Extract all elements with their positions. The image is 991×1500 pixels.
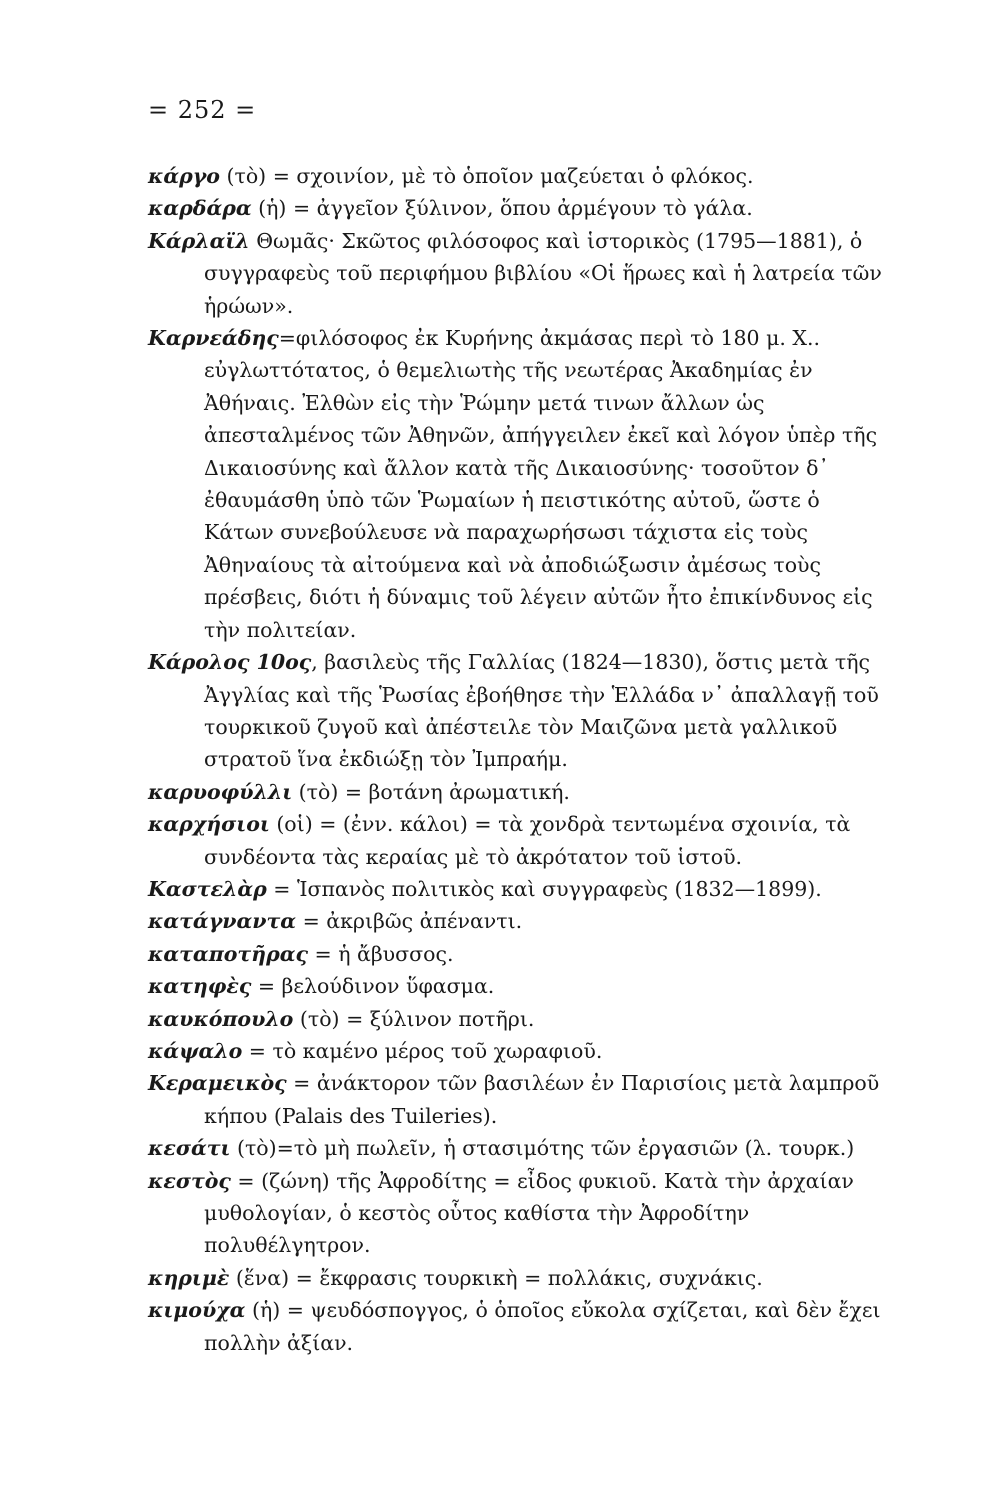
definition: (ἡ) = ψευδόσπογγος, ὁ ὁποῖος εὔκολα σχίζεται, καὶ δὲν ἔχει πολλὴν ἀξίαν.: [204, 1298, 881, 1355]
headword: κεστὸς: [148, 1168, 231, 1193]
glossary-entry: [148, 873, 883, 905]
glossary-entry: [148, 938, 883, 970]
definition: = τὸ καμένο μέρος τοῦ χωραφιοῦ.: [242, 1038, 603, 1063]
page-number: = 252 =: [148, 96, 257, 124]
headword: κατάγναντα: [148, 909, 297, 934]
headword: καυκόπουλο: [148, 1006, 294, 1031]
headword: καρχήσιοι: [148, 812, 270, 837]
definition: Θωμᾶς· Σκῶτος φιλόσοφος καὶ ἱστορικὸς (1795—1881), ὁ συγγραφεὺς τοῦ περιφήμου βιβλίου «Οἱ ἥρωες καὶ ἡ λατρεία τῶν ἡρώων».: [204, 228, 882, 318]
glossary-entry: [148, 1262, 883, 1294]
headword: Κεραμεικὸς: [148, 1071, 287, 1096]
headword: κατηφὲς: [148, 974, 252, 999]
glossary-entry: [148, 160, 883, 192]
definition: (τὸ)=τὸ μὴ πωλεῖν, ἡ στασιμότης τῶν ἐργασιῶν (λ. τουρκ.): [230, 1136, 855, 1161]
headword: Κάρλαϊλ: [148, 228, 250, 253]
headword: καρυοφύλλι: [148, 779, 293, 804]
headword: κηριμὲ: [148, 1265, 230, 1290]
headword: κεσάτι: [148, 1136, 231, 1161]
glossary-entry: [148, 808, 883, 873]
glossary-entry: [148, 1003, 883, 1035]
definition: , βασιλεὺς τῆς Γαλλίας (1824—1830), ὅστις μετὰ τῆς Ἀγγλίας καὶ τῆς Ῥωσίας ἐβοήθησε τὴν Ἑλλάδα ν᾽ ἀπαλλαγῇ τοῦ τουρκικοῦ ζυγοῦ καὶ ἀπέστειλε τὸν Μαιζῶνα μετὰ γαλλικοῦ στρατοῦ ἵνα ἐκδιώξῃ τὸν Ἰμπραήμ.: [204, 650, 879, 772]
definition: (τὸ) = σχοινίον, μὲ τὸ ὁποῖον μαζεύεται ὁ φλόκος.: [219, 164, 754, 188]
glossary-entry: [148, 192, 883, 224]
definition: = (ζώνη) τῆς Ἀφροδίτης = εἶδος φυκιοῦ. Κατὰ τὴν ἀρχαίαν μυθολογίαν, ὁ κεστὸς οὗτος καθίστα τὴν Ἀφροδίτην πολυθέλγητρον.: [204, 1168, 854, 1258]
headword: καρδάρα: [148, 196, 252, 221]
definition: (ἕνα) = ἔκφρασις τουρκικὴ = πολλάκις, συχνάκις.: [229, 1265, 763, 1290]
glossary-entry: [148, 970, 883, 1002]
headword: Κάρολος 10ος: [148, 650, 312, 675]
headword: καταποτῆρας: [148, 941, 308, 966]
glossary-entry: [148, 1165, 883, 1262]
headword: κάργο: [148, 164, 220, 188]
headword: Καρνεάδης: [148, 326, 279, 351]
glossary-entry: [148, 1294, 883, 1359]
glossary-entry: [148, 1132, 883, 1164]
definition: (οἱ) = (ἐνν. κάλοι) = τὰ χονδρὰ τεντωμένα σχοινία, τὰ συνδέοντα τὰς κεραίας μὲ τὸ ἀκρότατον τοῦ ἱστοῦ.: [204, 812, 851, 869]
definition: (ἡ) = ἀγγεῖον ξύλινον, ὅπου ἀρμέγουν τὸ γάλα.: [251, 196, 753, 221]
glossary-entry: [148, 1067, 883, 1132]
glossary-entry: [148, 646, 883, 776]
definition: = Ἱσπανὸς πολιτικὸς καὶ συγγραφεὺς (1832—1899).: [266, 876, 822, 901]
glossary: [148, 160, 883, 1359]
definition: = βελούδινον ὕφασμα.: [251, 974, 495, 999]
definition: = ἀκριβῶς ἀπέναντι.: [296, 909, 523, 934]
headword: κιμούχα: [148, 1298, 246, 1323]
glossary-entry: [148, 225, 883, 322]
glossary-entry: [148, 776, 883, 808]
glossary-entry: [148, 322, 883, 646]
definition: = ἀνάκτορον τῶν βασιλέων ἐν Παρισίοις μετὰ λαμπροῦ κήπου (Palais des Tuileries).: [204, 1071, 880, 1128]
glossary-entry: [148, 905, 883, 937]
definition: (τὸ) = βοτάνη ἀρωματική.: [292, 779, 570, 804]
glossary-entry: [148, 1035, 883, 1067]
definition: (τὸ) = ξύλινον ποτῆρι.: [293, 1006, 535, 1031]
definition: = ἡ ἄβυσσος.: [307, 941, 454, 966]
headword: Καστελὰρ: [148, 876, 267, 901]
definition: =φιλόσοφος ἐκ Κυρήνης ἀκμάσας περὶ τὸ 180 μ. Χ.. εὐγλωττότατος, ὁ θεμελιωτὴς τῆς νεωτέρας Ἀκαδημίας ἐν Ἀθήναις. Ἐλθὼν εἰς τὴν Ῥώμην μετά τινων ἄλλων ὡς ἀπεσταλμένος τῶν Ἀθηνῶν, ἀπήγγειλεν ἐκεῖ καὶ λόγον ὑπὲρ τῆς Δικαιοσύνης καὶ ἄλλον κατὰ τῆς Δικαιοσύνης· τοσοῦτον δ᾽ ἐθαυμάσθη ὑπὸ τῶν Ῥωμαίων ἡ πειστικότης αὐτοῦ, ὥστε ὁ Κάτων συνεβούλευσε νὰ παραχωρήσωσι τάχιστα εἰς τοὺς Ἀθηναίους τὰ αἰτούμενα καὶ νὰ ἀποδιώξωσιν ἀμέσως τοὺς πρέσβεις, διότι ἡ δύναμις τοῦ λέγειν αὐτῶν ἦτο ἐπικίνδυνος εἰς τὴν πολιτείαν.: [204, 326, 878, 642]
headword: κάψαλο: [148, 1038, 243, 1063]
